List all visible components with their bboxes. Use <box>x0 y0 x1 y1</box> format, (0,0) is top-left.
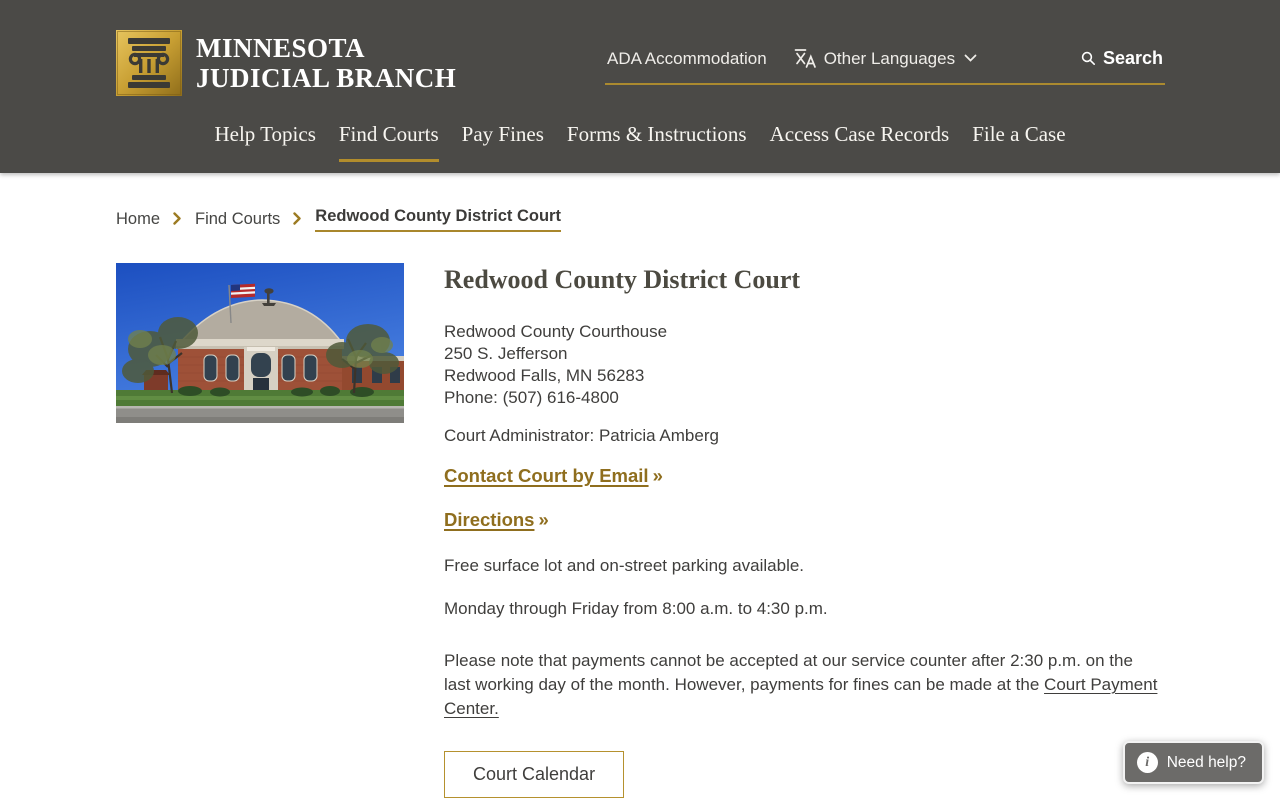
other-languages-menu[interactable] <box>793 48 977 69</box>
nav-forms-instructions[interactable]: Forms & Instructions <box>566 122 747 146</box>
chevron-right-icon <box>173 212 182 225</box>
site-header <box>0 0 1280 173</box>
need-help-label: Need help? <box>1166 753 1246 771</box>
info-icon: i <box>1137 752 1158 773</box>
other-languages-label: Other Languages <box>823 48 956 68</box>
search-icon <box>1081 51 1096 66</box>
search-button[interactable] <box>1081 48 1163 69</box>
site-logo[interactable] <box>116 30 456 96</box>
main-nav <box>0 122 1280 162</box>
court-calendar-button[interactable]: Court Calendar <box>444 751 624 798</box>
contact-link-arrow[interactable]: » <box>652 465 663 486</box>
column-logo-icon <box>116 30 182 96</box>
site-title <box>196 33 456 93</box>
chevron-down-icon <box>964 54 977 63</box>
payment-note-text: Please note that payments cannot be accepted at our service counter after 2:30 p.m. on the last working day of the month. However, payments for fines can be made at the <box>444 651 1133 694</box>
court-administrator: Court Administrator: Patricia Amberg <box>444 426 719 445</box>
parking-info: Free surface lot and on-street parking available. <box>444 556 805 575</box>
nav-pay-fines[interactable]: Pay Fines <box>461 122 544 146</box>
court-address <box>444 321 1164 409</box>
directions-link-arrow[interactable]: » <box>538 509 549 530</box>
breadcrumb <box>116 207 1164 232</box>
nav-help-topics[interactable]: Help Topics <box>214 122 316 146</box>
address-line2: 250 S. Jefferson <box>444 344 568 363</box>
site-title-line2: JUDICIAL BRANCH <box>196 63 457 93</box>
office-hours: Monday through Friday from 8:00 a.m. to 4:30 p.m. <box>444 599 828 618</box>
payment-note <box>444 649 1164 721</box>
breadcrumb-current-page: Redwood County District Court <box>315 207 561 232</box>
ada-accommodation-link[interactable]: ADA Accommodation <box>607 48 767 68</box>
need-help-button[interactable] <box>1123 741 1264 784</box>
page-content <box>0 207 1280 798</box>
breadcrumb-home[interactable]: Home <box>116 210 161 228</box>
court-payment-center-link[interactable]: Court Payment Center. <box>444 675 1158 718</box>
nav-file-a-case[interactable]: File a Case <box>972 122 1066 146</box>
directions-link[interactable]: Directions <box>444 509 535 530</box>
chevron-right-icon <box>293 212 302 225</box>
nav-find-courts[interactable]: Find Courts <box>339 122 439 162</box>
utility-nav <box>605 0 1165 85</box>
address-line3: Redwood Falls, MN 56283 <box>444 366 645 385</box>
search-label: Search <box>1102 48 1163 68</box>
page-title: Redwood County District Court <box>444 265 801 294</box>
courthouse-photo <box>116 263 404 423</box>
nav-access-case-records[interactable]: Access Case Records <box>769 122 950 146</box>
address-line1: Redwood County Courthouse <box>444 322 668 341</box>
breadcrumb-find-courts[interactable]: Find Courts <box>195 210 281 228</box>
translate-icon <box>793 48 817 69</box>
phone-number: Phone: (507) 616-4800 <box>444 388 619 407</box>
contact-court-email-link[interactable]: Contact Court by Email <box>444 465 649 486</box>
site-title-line1: MINNESOTA <box>196 33 366 63</box>
